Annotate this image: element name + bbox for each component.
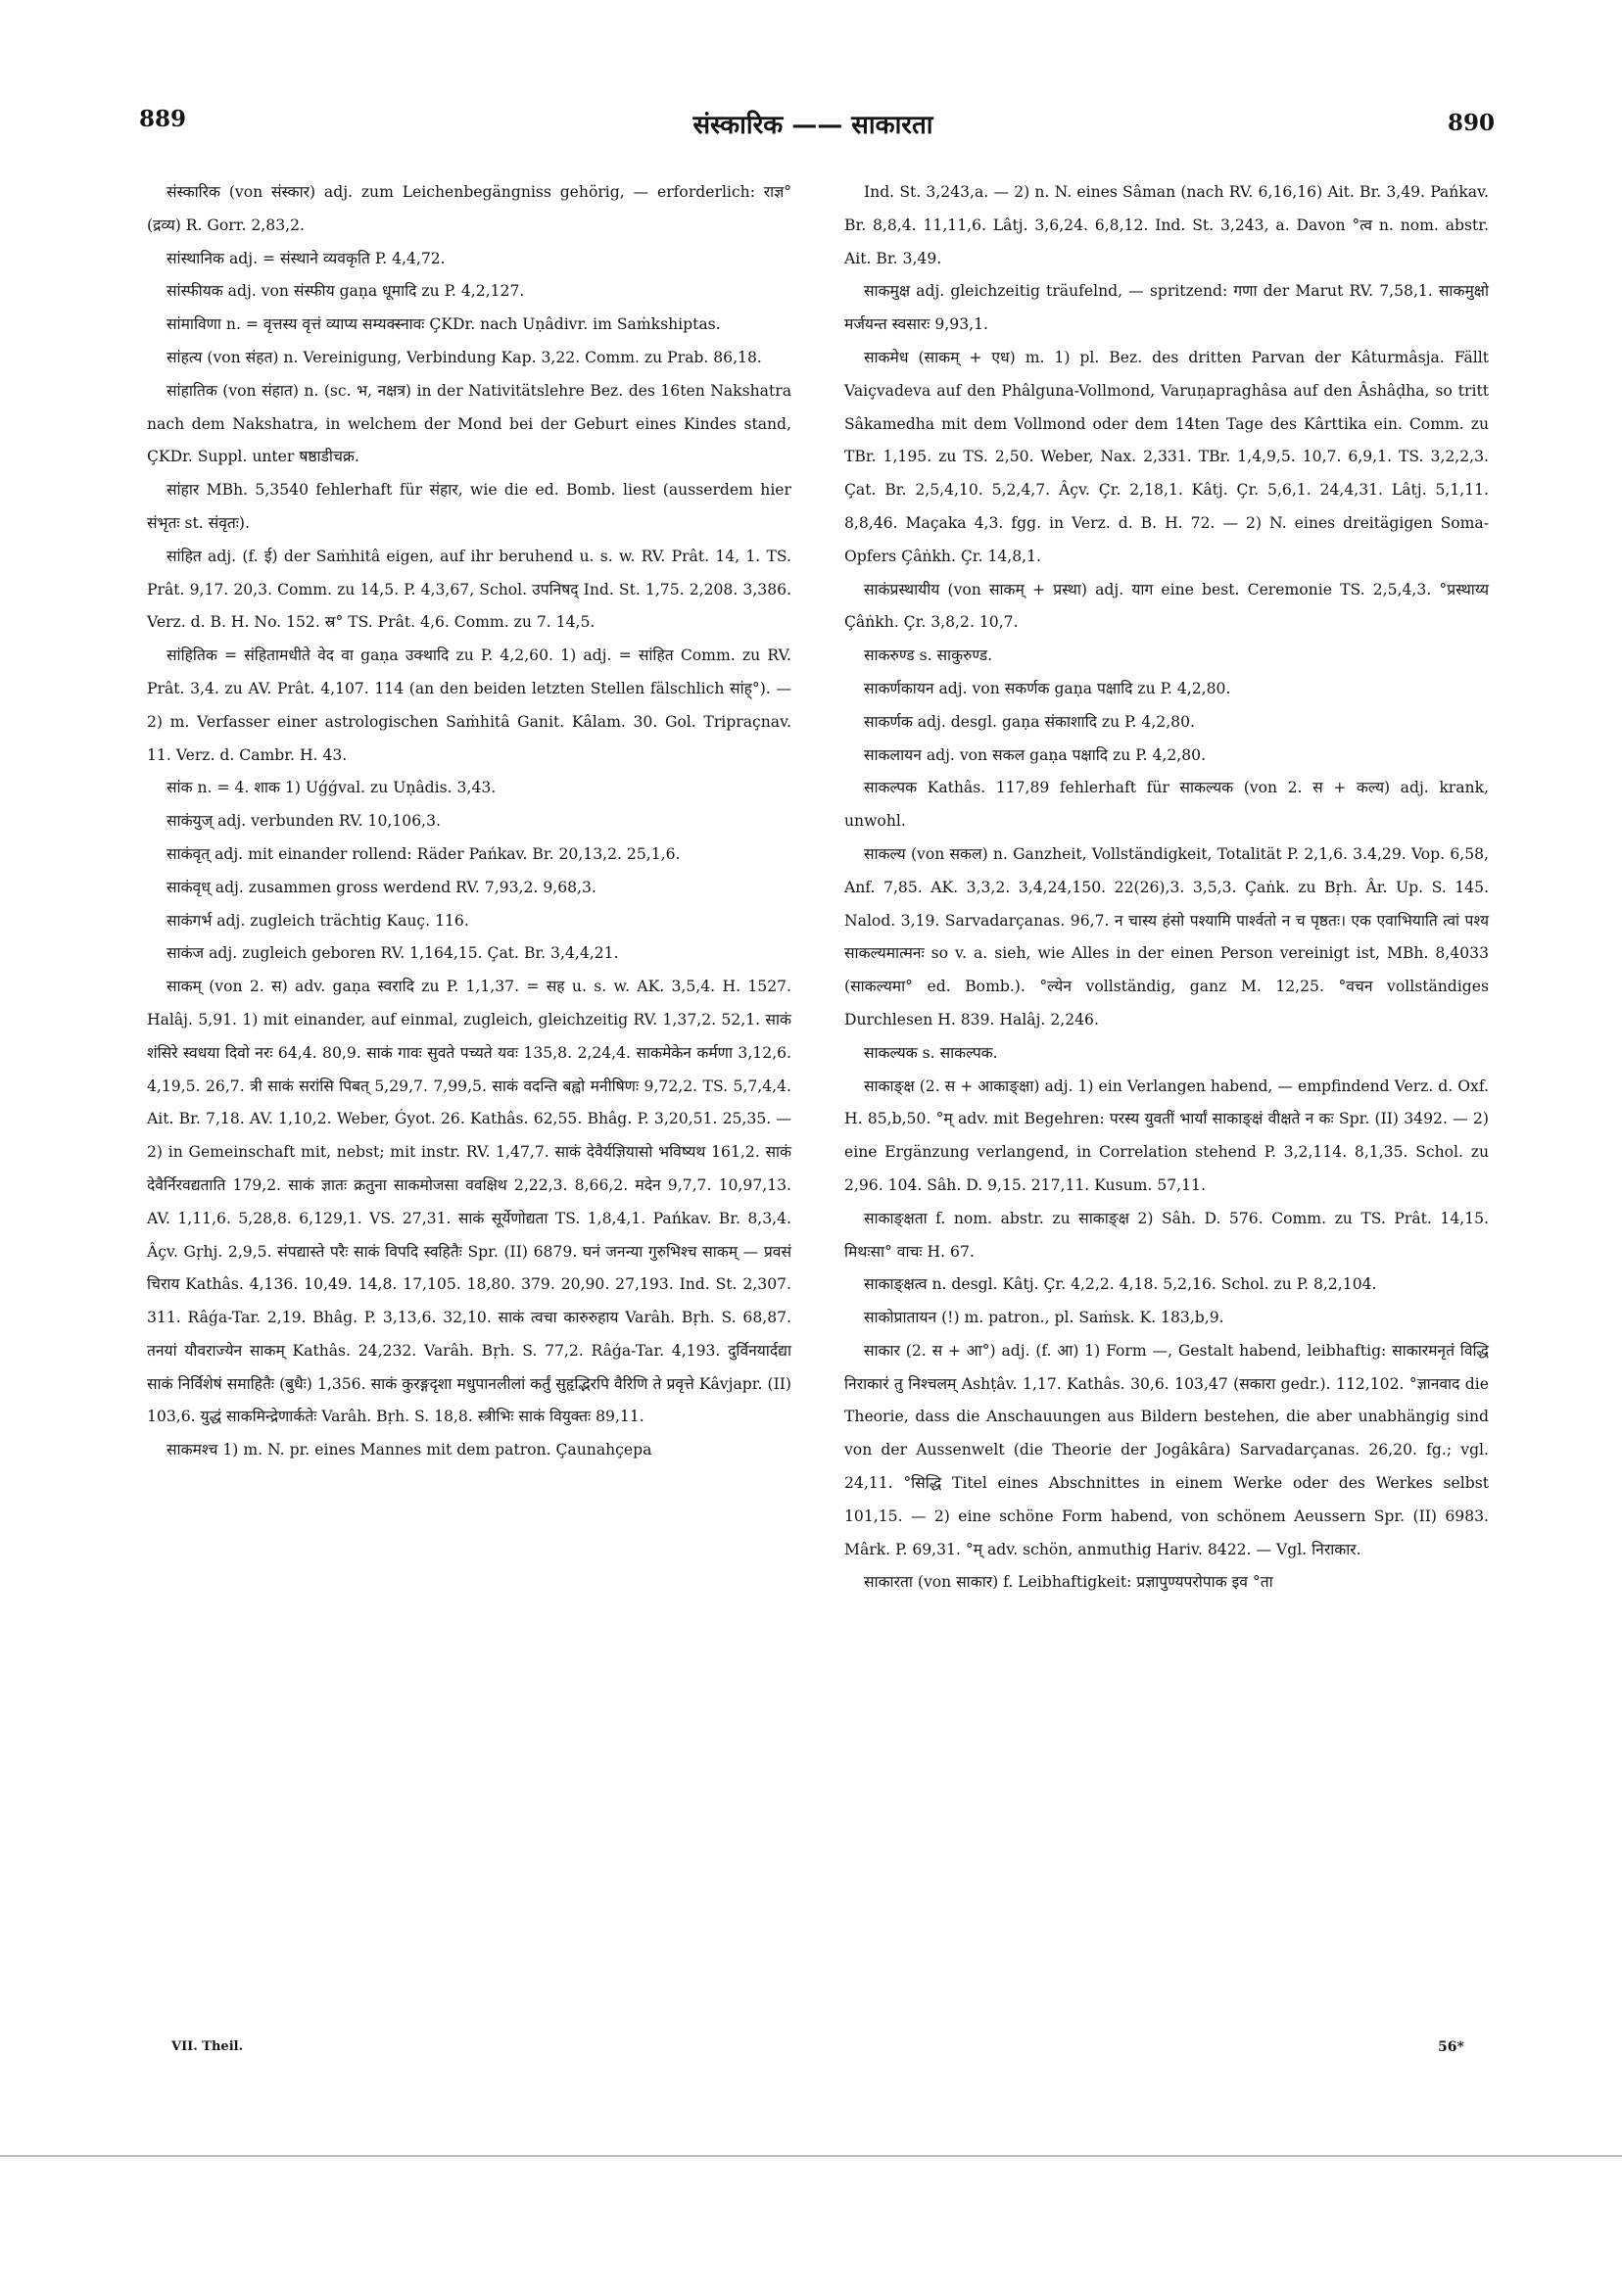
page-number-left: 889 xyxy=(139,106,187,132)
dictionary-entry: साकमेध (साकम् + एध) m. 1) pl. Bez. des dritten Parvan der Kâturmâsja. Fällt Vaiçvadeva auf den Phâlguna-Vollmond, Varuṇapraghâsa auf den Âshâḍha, so tritt Sâkamedha mit dem Vollmond oder dem 14ten Tage des Kârttika ein. Comm. zu TBr. 1,195. zu TS. 2,50. Weber, Nax. 2,331. TBr. 1,4,9,5. 10,7. 6,9,1. TS. 3,2,2,3. Çat. Br. 2,5,4,10. 5,2,4,7. Âçv. Çr. 2,18,1. Kâtj. Çr. 5,6,1. 24,4,31. Lâtj. 5,1,11. 8,8,46. Maçaka 4,3. fgg. in Verz. d. B. H. 72. — 2) N. eines dreitägigen Soma-Opfers Çâṅkh. Çr. 14,8,1. xyxy=(844,348,1489,565)
dictionary-entry: साकंवृध् adj. zusammen gross werdend RV. 7,93,2. 9,68,3. xyxy=(167,878,596,896)
dictionary-entry: साकल्पक Kathâs. 117,89 fehlerhaft für साकल्यक (von 2. स + कल्य) adj. krank, unwohl. xyxy=(844,779,1489,831)
signature-mark: 56* xyxy=(1438,2039,1464,2055)
dictionary-entry: साकलायन adj. von सकल gaṇa पक्षादि zu P. 4,2,80. xyxy=(864,745,1207,764)
dictionary-entry: सांहितिक = संहितामधीते वेद वा gaṇa उक्थादि zu P. 4,2,60. 1) adj. = सांहित Comm. zu RV. Prât. 3,4. zu AV. Prât. 4,107. 114 (an den beiden letzten Stellen fälschlich सांह्°). — 2) m. Verfasser einer astrologischen Saṁhitâ Ganit. Kâlam. 30. Gol. Tripraçnav. 11. Verz. d. Cambr. H. 43. xyxy=(147,646,791,764)
dictionary-entry: Ind. St. 3,243,a. — 2) n. N. eines Sâman (nach RV. 6,16,16) Ait. Br. 3,49. Pańkav. Br. 8,8,4. 11,11,6. Lâtj. 3,6,24. 6,8,12. Ind. St. 3,243, a. Davon °त्व n. nom. abstr. Ait. Br. 3,49. xyxy=(844,183,1489,267)
dictionary-entry: साकल्य (von सकल) n. Ganzheit, Vollständigkeit, Totalität P. 2,1,6. 3.4,29. Vop. 6,58, Anf. 7,85. AK. 3,3,2. 3,4,24,150. 22(26),3. 3,5,3. Çaṅk. zu Bṛh. Âr. Up. S. 145. Nalod. 3,19. Sarvadarçanas. 96,7. न चास्य हंसो पश्यामि पार्श्वतो न च पृष्ठतः। एक एवाभियाति त्वां पश्य साकल्यमात्मनः so v. a. sieh, wie Alles in der einen Person vereinigt ist, MBh. 8,4033 (साकल्यमा° ed. Bomb.). °ल्येन vollständig, ganz M. 12,25. °वचन vollständiges Durchlesen H. 839. Halâj. 2,246. xyxy=(844,844,1489,1028)
page-header xyxy=(0,106,1622,149)
dictionary-entry: साकर्णक adj. desgl. gaṇa संकाशादि zu P. 4,2,80. xyxy=(864,712,1195,731)
dictionary-entry: साकंप्रस्थायीय (von साकम् + प्रस्था) adj. याग eine best. Ceremonie TS. 2,5,4,3. °प्रस्थाय्य Çâṅkh. Çr. 3,8,2. 10,7. xyxy=(844,580,1489,632)
dictionary-entry: सांमाविणा n. = वृत्तस्य वृत्तं व्याप्य सम्यक्स्नावः ÇKDr. nach Uṇâdivr. im Saṁkshiptas. xyxy=(167,315,721,334)
dictionary-entry: सांस्थानिक adj. = संस्थाने व्यवकृति P. 4,4,72. xyxy=(167,249,446,267)
dictionary-entry: सांहित adj. (f. ई) der Saṁhitâ eigen, auf ihr beruhend u. s. w. RV. Prât. 14, 1. TS. Prât. 9,17. 20,3. Comm. zu 14,5. P. 4,3,67, Schol. उपनिषद् Ind. St. 1,75. 2,208. 3,386. Verz. d. B. H. No. 152. स्र° TS. Prât. 4,6. Comm. zu 7. 14,5. xyxy=(147,547,791,632)
dictionary-entry: साकोप्रातायन (!) m. patron., pl. Saṁsk. K. 183,b,9. xyxy=(864,1309,1224,1327)
dictionary-entry: संस्कारिक (von संस्कार) adj. zum Leichenbegängniss gehörig, — erforderlich: राज्ञ° (द्रव्य) R. Gorr. 2,83,2. xyxy=(147,183,791,234)
dictionary-entry: साकल्यक s. साकल्पक. xyxy=(864,1043,998,1062)
left-column xyxy=(147,176,791,1467)
dictionary-entry: सांक n. = 4. शाक 1) Uǵǵval. zu Uṇâdis. 3,43. xyxy=(167,779,497,797)
dictionary-entry: साकरुण्ड s. साकुरुण्ड. xyxy=(864,646,993,665)
dictionary-entry: साकाङ्क्ष (2. स + आकाङ्क्षा) adj. 1) ein Verlangen habend, — empfindend Verz. d. Oxf. H. 85,b,50. °म् adv. mit Begehren: परस्य युवतीं भार्यां साकाङ्क्षं वीक्षते न कः Spr. (II) 3492. — 2) eine Ergänzung verlangend, in Correlation stehend P. 3,2,114. 8,1,35. Schol. zu 2,96. 104. Sâh. D. 9,15. 217,11. Kusum. 57,11. xyxy=(844,1076,1489,1194)
dictionary-entry: सांहातिक (von संहात) n. (sc. भ, नक्षत्र) in der Nativitätslehre Bez. des 16ten Nakshatra nach dem Nakshatra, in welchem der Mond bei der Geburt eines Kindes stand, ÇKDr. Suppl. unter षष्ठाडीचक्र. xyxy=(147,381,791,466)
right-column xyxy=(844,176,1489,1600)
dictionary-entry: साकारता (von साकार) f. Leibhaftigkeit: प्रज्ञापुण्यपरोपाक इव °ता xyxy=(864,1573,1273,1592)
dictionary-entry: साकार (2. स + आ°) adj. (f. आ) 1) Form —, Gestalt habend, leibhaftig: साकारमनृतं विद्धि निराकारं तु निश्चलम् Ashṭâv. 1,17. Kathâs. 30,6. 103,47 (सकारा gedr.). 112,102. °ज्ञानवाद die Theorie, dass die Anschauungen aus Bildern bestehen, die aber unabhängig sind von der Aussenwelt (die Theorie der Jogâkâra) Sarvadarçanas. 26,20. fg.; vgl. 24,11. °सिद्धि Titel eines Abschnittes in einem Werke oder des Werkes selbst 101,15. — 2) eine schöne Form habend, von schönem Aeussern Spr. (II) 6983. Mârk. P. 69,31. °म् adv. schön, anmuthig Hariv. 8422. — Vgl. निराकार. xyxy=(844,1341,1489,1558)
dictionary-entry: साकाङ्क्षत्व n. desgl. Kâtj. Çr. 4,2,2. 4,18. 5,2,16. Schol. zu P. 8,2,104. xyxy=(864,1275,1377,1294)
dictionary-entry: साकर्णकायन adj. von सकर्णक gaṇa पक्षादि zu P. 4,2,80. xyxy=(864,679,1231,697)
dictionary-entry: साकंयुज् adj. verbunden RV. 10,106,3. xyxy=(167,812,441,831)
dictionary-entry: साकमुक्ष adj. gleichzeitig träufelnd, — spritzend: गणा der Marut RV. 7,58,1. साकमुक्षो मर्जयन्त स्वसारः 9,93,1. xyxy=(844,282,1489,334)
dictionary-entry: साकंवृत् adj. mit einander rollend: Räder Pańkav. Br. 20,13,2. 25,1,6. xyxy=(167,844,681,863)
dictionary-entry: साकंगर्भ adj. zugleich trächtig Kauç. 116. xyxy=(167,911,469,930)
volume-note: VII. Theil. xyxy=(171,2039,244,2054)
dictionary-entry: सांहार MBh. 5,3540 fehlerhaft für संहार, wie die ed. Bomb. liest (ausserdem hier संभृतः st. संवृतः). xyxy=(147,481,791,532)
dictionary-entry: साकाङ्क्षता f. nom. abstr. zu साकाङ्क्ष 2) Sâh. D. 576. Comm. zu TS. Prât. 14,15. मिथःसा° वाचः H. 67. xyxy=(844,1209,1489,1261)
dictionary-entry: सांस्फीयक adj. von संस्फीय gaṇa धूमादि zu P. 4,2,127. xyxy=(167,282,525,301)
dictionary-entry: साकंज adj. zugleich geboren RV. 1,164,15. Çat. Br. 3,4,4,21. xyxy=(167,944,619,963)
dictionary-entry: सांहत्य (von संहत) n. Vereinigung, Verbindung Kap. 3,22. Comm. zu Prab. 86,18. xyxy=(167,348,762,366)
dictionary-entry: साकम् (von 2. स) adv. gaṇa स्वरादि zu P. 1,1,37. = सह u. s. w. AK. 3,5,4. H. 1527. Halâj. 5,91. 1) mit einander, auf einmal, zugleich, gleichzeitig RV. 1,37,2. 52,1. साकं शंसिरे स्वधया दिवो नरः 64,4. 80,9. साकं गावः सुवते पच्यते यवः 135,8. 2,24,4. साकमेकेन कर्मणा 3,12,6. 4,19,5. 26,7. त्री साकं सरांसि पिबत् 5,29,7. 7,99,5. साकं वदन्ति बह्वो मनीषिणः 9,72,2. TS. 5,7,4,4. Ait. Br. 7,18. AV. 1,10,2. Weber, Ǵyot. 26. Kathâs. 62,55. Bhâg. P. 3,20,51. 25,35. — 2) in Gemeinschaft mit, nebst; mit instr. RV. 1,47,7. साकं देवैर्यज्ञियासो भविष्यथ 161,2. साकं देवैर्निरवद्यताति 179,2. साकं ज्ञातः क्रतुना साकमोजसा ववक्षिथ 2,22,3. 8,66,2. मदेन 9,7,7. 10,97,13. AV. 1,11,6. 5,28,8. 6,129,1. VS. 27,31. साकं सूर्येणोद्यता TS. 1,8,4,1. Pańkav. Br. 8,3,4. Âçv. Gṛhj. 2,9,5. संपद्यास्ते परैः साकं विपदि स्वहितैः Spr. (II) 6879. घनं जनन्या गुरुभिश्च साकम् — प्रवसं चिराय Kathâs. 4,136. 10,49. 14,8. 17,105. 18,80. 379. 20,90. 27,193. Ind. St. 2,307. 311. Râǵa-Tar. 2,19. Bhâg. P. 3,13,6. 32,10. साकं त्वचा कारुरुहाय Varâh. Bṛh. S. 68,87. तनयां यौवराज्येन साकम् Kathâs. 24,232. Varâh. Bṛh. S. 77,2. Râǵa-Tar. 4,193. दुर्विनयार्दद्या साकं निर्विशेषं समाहितैः (बुधैः) 1,356. साकं कुरङ्गदृशा मधुपानलीलां कर्तुं सुहृद्भिरपि वैरिणि ते प्रवृत्ते Kâvjapr. (II) 103,6. युद्धं साकमिन्द्रेणार्कतेः Varâh. Bṛh. S. 18,8. स्त्रीभिः साकं वियुक्तः 89,11. xyxy=(147,978,791,1426)
dictionary-entry: साकमश्च 1) m. N. pr. eines Mannes mit dem patron. Çaunahçepa xyxy=(167,1441,652,1459)
page-number-right: 890 xyxy=(1448,110,1496,136)
running-headwords: संस्कारिक —— साकारता xyxy=(692,111,933,140)
scan-edge-rule xyxy=(0,2155,1622,2157)
